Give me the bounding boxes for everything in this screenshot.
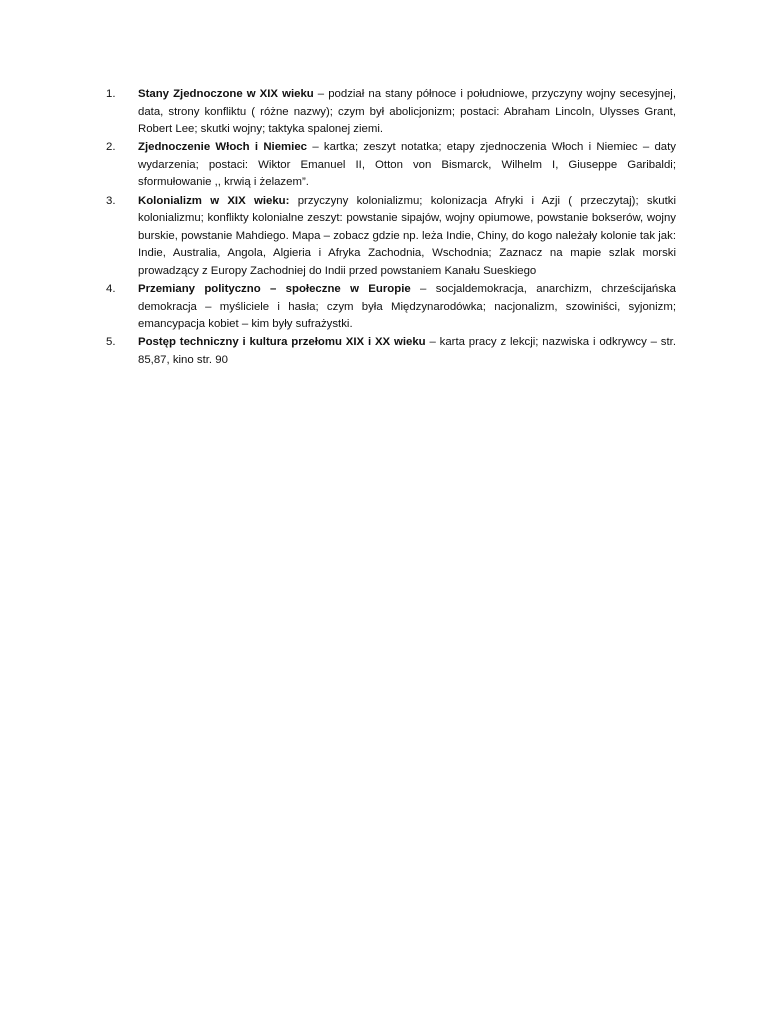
list-item: [106, 193, 676, 281]
list-item: [106, 334, 676, 369]
item-number: 5.: [106, 336, 116, 349]
item-number: 2.: [106, 141, 116, 154]
item-title: Przemiany polityczno – społeczne w Europie: [138, 283, 411, 296]
topic-list: [106, 86, 676, 370]
item-title: Stany Zjednoczone w XIX wieku: [138, 88, 314, 100]
item-number: 4.: [106, 283, 116, 296]
item-text: przyczyny kolonializmu; kolonizacja Afryki i Azji ( przeczytaj); skutki kolonializmu; konflikty kolonialne zeszyt: powstanie sipajów, wojny opiumowe, powstanie bokserów, wojny burskie, powstanie Mahdiego. Mapa – zobacz gdzie np. leża Indie, Chiny, do kogo należały kolonie tak jak: Indie, Australia, Angola, Algieria i Afryka Zachodnia, Wschodnia; Zaznacz na mapie szlak morski prowadzący z Europy Zachodniej do Indii przed powstaniem Kanału Sueskiego: [138, 194, 676, 277]
item-title: Kolonializm w XIX wieku:: [138, 194, 290, 207]
list-item: [106, 139, 676, 192]
list-item: [106, 281, 676, 334]
item-text: – podział na stany północe i południowe, przyczyny wojny secesyjnej, data, strony konfliktu ( różne nazwy); czym był abolicjonizm; postaci: Abraham Lincoln, Ulysses Grant, Robert Lee; skutki wojny; taktyka spalonej ziemi.: [138, 88, 676, 136]
item-text: – karta pracy z lekcji; nazwiska i odkrywcy – str. 85,87, kino str. 90: [138, 336, 676, 366]
list-item: [106, 86, 676, 139]
item-title: Postęp techniczny i kultura przełomu XIX i XX wieku: [138, 336, 426, 349]
item-text: – socjaldemokracja, anarchizm, chrześcijańska demokracja – myśliciele i hasła; czym była Międzynarodówka; nacjonalizm, szowiniści, syjonizm; emancypacja kobiet – kim były sufrażystki.: [138, 283, 676, 331]
item-text: – kartka; zeszyt notatka; etapy zjednoczenia Włoch i Niemiec – daty wydarzenia; postaci: Wiktor Emanuel II, Otton von Bismarck, Wilhelm I, Giuseppe Garibaldi; sformułowanie ,, krwią i żelazem”.: [138, 141, 676, 189]
item-title: Zjednoczenie Włoch i Niemiec: [138, 141, 308, 154]
item-number: 1.: [106, 88, 116, 100]
item-number: 3.: [106, 194, 116, 207]
